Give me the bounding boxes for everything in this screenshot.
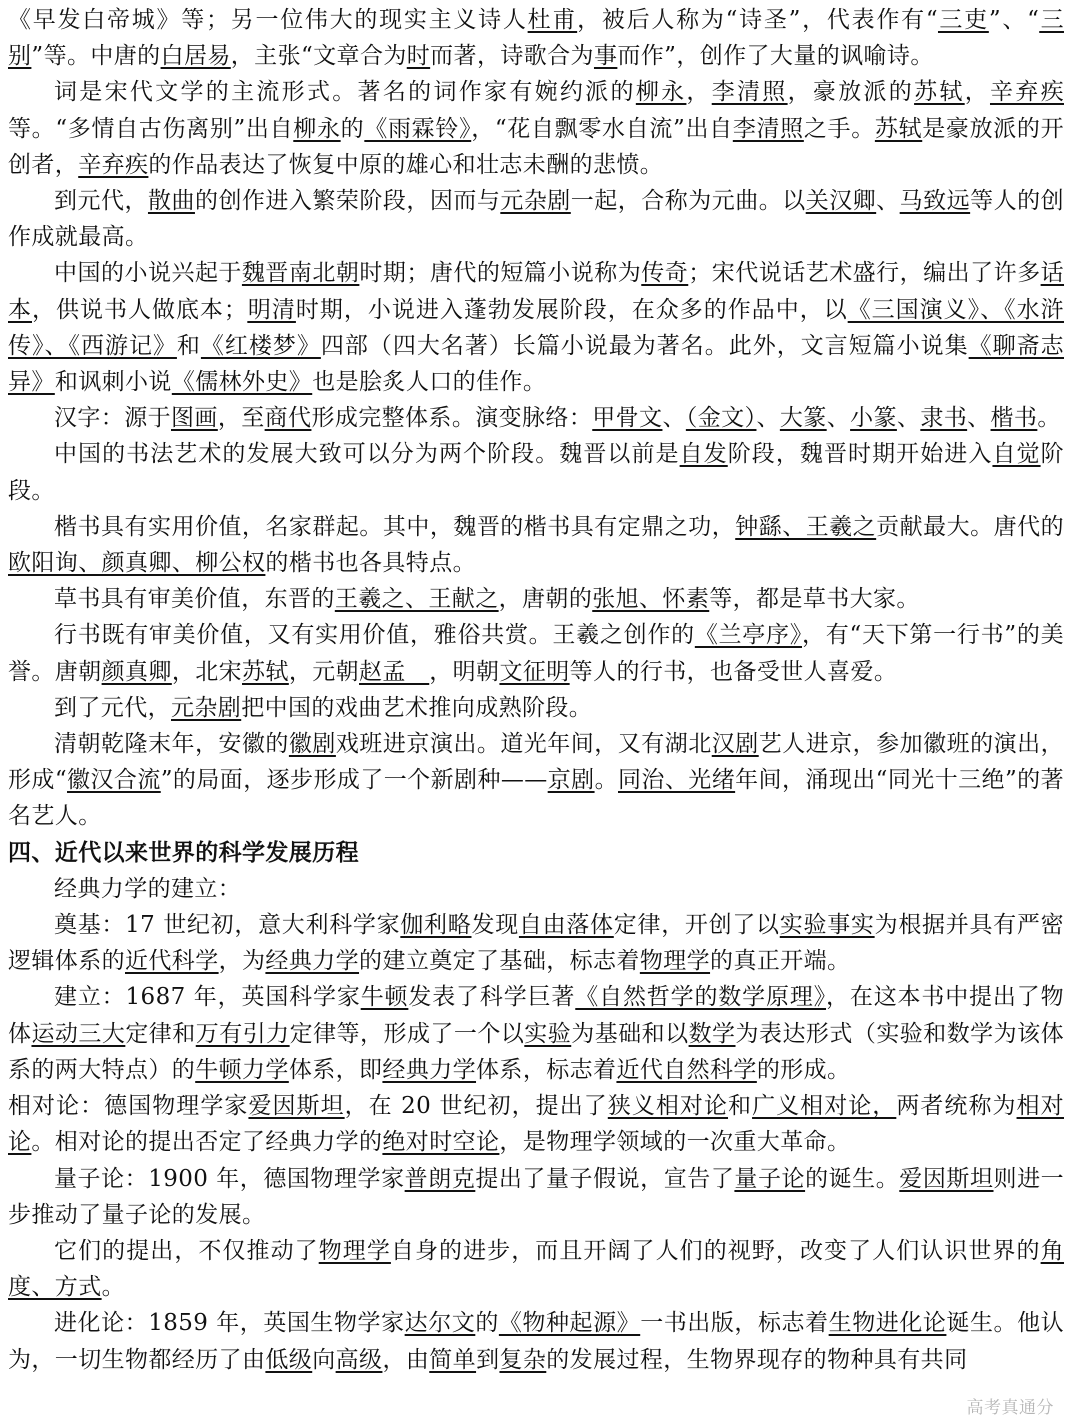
text-run: ，至 [217, 405, 265, 432]
text-run: 自身的进步，而且开阔了人们的视野，改变了人们认识世界的 [390, 1237, 1041, 1264]
text-run: 中国的小说兴起于 [54, 260, 242, 287]
paragraph [8, 726, 1064, 835]
underlined-term: 三吏 [937, 7, 989, 33]
text-run: 向 [312, 1346, 336, 1373]
underlined-term: 自觉 [992, 441, 1041, 468]
underlined-term: 爱因斯坦 [248, 1093, 345, 1120]
underlined-term: 徽剧 [288, 731, 336, 758]
underlined-term: 《红楼梦》 [200, 332, 321, 359]
text-run: 、 [826, 405, 851, 432]
paragraph [8, 436, 1064, 508]
text-run: 、 [662, 405, 686, 432]
underlined-term: 隶书 [920, 405, 968, 432]
underlined-term: 白居易 [160, 43, 231, 70]
paragraph [8, 1161, 1064, 1233]
text-run: 词是宋代文学的主流形式。著名的词作家有婉约派的 [54, 79, 636, 106]
text-run: 四部（四大名著）长篇小说最为著名。此外，文言短篇小说集 [320, 332, 969, 359]
text-run: 定律等，形成了一个以 [289, 1020, 525, 1047]
underlined-term: 低级 [265, 1346, 313, 1373]
text-run: 两者统称为 [896, 1093, 1017, 1120]
paragraph [8, 1233, 1064, 1305]
text-run: ，元朝 [288, 658, 360, 685]
underlined-term: 事 [593, 43, 618, 70]
underlined-term: 达尔文 [404, 1310, 476, 1337]
underlined-term: 自发 [679, 441, 728, 468]
text-run: 进化论：1859 年，英国生物学家 [54, 1310, 405, 1337]
text-run: 体系，标志着 [476, 1056, 617, 1083]
underlined-term: 经典力学 [382, 1056, 477, 1083]
text-run: 的 [340, 115, 365, 142]
underlined-term: 《儒林外史》 [171, 369, 313, 396]
paragraph [8, 74, 1064, 183]
underlined-term: 近代科学 [125, 948, 219, 975]
underlined-term: 《自然哲学的数学原理》 [575, 984, 827, 1011]
text-run: 贡献最大。唐代的 [876, 513, 1065, 540]
underlined-term: 图画 [171, 405, 218, 432]
underlined-term: 辛弃疾 [989, 79, 1064, 106]
text-run: ”、“ [988, 7, 1040, 33]
document-body [8, 2, 1064, 1378]
underlined-term: 颜真卿 [101, 658, 172, 685]
underlined-term: 绝对时空论 [382, 1129, 500, 1156]
text-run: 到了元代， [54, 694, 171, 721]
text-run: ”等。中唐的 [31, 43, 161, 70]
text-run: 。 [101, 1274, 126, 1301]
underlined-term: 徽汉合流 [67, 767, 161, 794]
text-run: 把中国的戏曲艺术推向成熟阶段。 [241, 694, 593, 721]
text-run: 行书既有审美价值，又有实用价值，雅俗共赏。王羲之创作的 [54, 622, 695, 649]
text-run: 四、近代以来世界的科学发展历程 [8, 839, 359, 866]
text-run: 也是脍炙人口的佳作。 [312, 369, 547, 396]
underlined-term: 元杂剧 [171, 694, 242, 721]
text-run: 清朝乾隆末年，安徽的 [54, 731, 289, 758]
text-run: 体系，即 [288, 1056, 383, 1083]
text-run: ，供说书人做底本； [32, 296, 248, 323]
text-run: 的发展过程，生物界现存的物种具有共同 [546, 1346, 968, 1373]
underlined-term: 近代自然科学 [616, 1056, 757, 1083]
text-run: 为表达形式（实验和数学为该体系的两大特点）的 [8, 1020, 1064, 1083]
text-run: 相对论：德国物理学家 [8, 1093, 249, 1120]
underlined-term: 苏轼 [914, 79, 965, 106]
underlined-term: 牛顿力学 [195, 1056, 289, 1083]
underlined-term: 爱因斯坦 [899, 1165, 994, 1192]
underlined-term: 话本 [8, 260, 1065, 323]
underlined-term: 角度、方式 [8, 1237, 1065, 1301]
text-run: 年间，涌现出“同光十三绝”的著名艺人。 [8, 767, 1064, 830]
underlined-term: 同治、光绪 [618, 767, 736, 794]
text-run: ，被后人称为“诗圣”，代表作有“ [577, 7, 938, 33]
underlined-term: 关汉卿 [805, 188, 877, 215]
underlined-term: 传奇 [641, 260, 689, 287]
text-run: 而著，诗歌合为 [430, 43, 594, 70]
text-run: 中国的书法艺术的发展大致可以分为两个阶段。魏晋以前是 [54, 441, 680, 468]
underlined-term: 《物种起源》 [498, 1310, 641, 1337]
underlined-term: 钟繇、王羲之 [735, 513, 877, 540]
text-run: 为基础和以 [571, 1020, 689, 1047]
underlined-term: 柳永 [635, 79, 687, 106]
paragraph [8, 2, 1064, 74]
underlined-term: 小篆 [850, 405, 897, 432]
underlined-term: 甲骨文 [592, 405, 663, 432]
text-run: 汉字：源于 [54, 405, 171, 432]
text-run: 的作品表达了恢复中原的雄心和壮志未酬的悲愤。 [148, 151, 664, 178]
paragraph [8, 1088, 1064, 1160]
underlined-term: 牛顿 [360, 984, 409, 1011]
underlined-term: 生物进化论 [828, 1310, 947, 1337]
text-run: 定律和 [125, 1020, 196, 1047]
text-run: 等人的行书，也备受世人喜爱。 [569, 658, 898, 685]
text-run: 艺人进京，参加徽班的演出，形成“ [8, 731, 1064, 794]
underlined-term: 王羲之、王献之 [334, 586, 499, 613]
paragraph [8, 907, 1064, 979]
text-run: ，有“天下第一行书”的美誉。唐朝 [8, 622, 1064, 685]
underlined-term: 元杂剧 [500, 188, 571, 215]
underlined-term: 楷书 [990, 405, 1038, 432]
underlined-term: 赵孟 [359, 658, 430, 685]
text-run: 草书具有审美价值，东晋的 [54, 586, 335, 613]
underlined-term: 张旭、怀素 [592, 586, 710, 613]
underlined-term: 相对论 [8, 1093, 1064, 1156]
underlined-term: 数学 [688, 1020, 736, 1047]
text-run: 奠基：17 世纪初，意大利科学家 [54, 912, 401, 939]
text-run: 为根据并具有严密逻辑体系的 [8, 912, 1065, 975]
text-run: 的诞生。 [805, 1165, 900, 1192]
section-heading [8, 835, 1064, 871]
text-run: 形成完整体系。演变脉络： [311, 405, 593, 432]
text-run: 一书出版，标志着 [640, 1310, 829, 1337]
underlined-term: 普朗克 [404, 1165, 476, 1192]
underlined-term: 量子论 [734, 1165, 806, 1192]
text-run: 和 [728, 1093, 753, 1120]
underlined-term: 欧阳询、颜真卿、柳公权 [8, 550, 266, 577]
text-run: 诞生。他认为，一切生物都经历了由 [8, 1310, 1065, 1373]
underlined-term: （金文） [685, 405, 757, 432]
underlined-term: 商代 [264, 405, 312, 432]
underlined-term: 大篆 [779, 405, 827, 432]
text-run: 时期；唐代的短篇小说称为 [359, 260, 642, 287]
text-run: 是豪放派的开创者， [8, 115, 1065, 178]
underlined-term: 万有引力 [195, 1020, 290, 1047]
text-run: 戏班进京演出。道光年间，又有湖北 [335, 731, 712, 758]
underlined-term: 伽利略 [400, 912, 472, 939]
paragraph [8, 509, 1064, 581]
text-run: ， [964, 79, 990, 106]
underlined-term: 简单 [429, 1346, 477, 1373]
text-run: ，明朝 [429, 658, 500, 685]
underlined-term: 散曲 [147, 188, 195, 215]
underlined-term: 三别 [8, 7, 1064, 70]
text-run: 等，都是草书大家。 [709, 586, 920, 613]
text-run: ，唐朝的 [498, 586, 593, 613]
paragraph [8, 255, 1064, 400]
text-run: ；宋代说话艺术盛行，编出了许多 [688, 260, 1041, 287]
underlined-term: 文征明 [499, 658, 570, 685]
underlined-term: 杜甫 [527, 7, 578, 33]
underlined-term: 辛弃疾 [78, 151, 149, 178]
text-run: 提出了量子假说，宣告了 [475, 1165, 735, 1192]
text-run: ，为 [218, 948, 266, 975]
watermark: 高考真通分 [966, 1398, 1054, 1418]
text-run: 等人的创作成就最高。 [8, 188, 1065, 251]
text-run: 到 [476, 1346, 500, 1373]
paragraph [8, 617, 1064, 689]
text-run: 阶段。 [8, 441, 1064, 504]
underlined-term: 汉剧 [711, 731, 759, 758]
text-run: ，由 [382, 1346, 430, 1373]
underlined-term: 柳永 [293, 115, 341, 142]
underlined-term: 京剧 [547, 767, 595, 794]
underlined-term: 实验事实 [779, 912, 875, 939]
text-run: 一起，合称为元曲。以 [570, 188, 806, 215]
text-run: ，主张“文章合为 [230, 43, 407, 70]
text-run: 楷书具有实用价值，名家群起。其中，魏晋的楷书具有定鼎之功， [54, 513, 736, 540]
text-run: 它们的提出，不仅推动了 [54, 1237, 319, 1264]
underlined-term: 复杂 [499, 1346, 547, 1373]
text-run: 发表了科学巨著 [408, 984, 576, 1011]
text-run: 的 [475, 1310, 499, 1337]
paragraph [8, 581, 1064, 617]
paragraph [8, 871, 1064, 907]
text-run: 《早发白帝城》等；另一位伟大的现实主义诗人 [8, 7, 528, 33]
text-run: 。相对论的提出否定了经典力学的 [31, 1129, 383, 1156]
text-run: 量子论：1900 年，德国物理学家 [54, 1165, 405, 1192]
text-run: 的形成。 [756, 1056, 851, 1083]
underlined-term: 狭义相对论 [607, 1093, 729, 1120]
underlined-term: 马致远 [899, 188, 971, 215]
underlined-term: 广义相对论， [752, 1093, 897, 1120]
underlined-term: 经典力学 [265, 948, 360, 975]
text-run: 时期，小说进入蓬勃发展阶段，在众多的作品中，以 [295, 296, 848, 323]
underlined-term: 明清 [247, 296, 296, 323]
text-run: ，“花自飘零水自流”出自 [471, 115, 733, 142]
text-run: 、 [876, 188, 900, 215]
underlined-term: 苏轼 [874, 115, 923, 142]
underlined-term: 《兰亭序》 [694, 622, 802, 649]
underlined-term: 时 [406, 43, 431, 70]
underlined-term: 魏晋南北朝 [241, 260, 360, 287]
text-run: 建立：1687 年，英国科学家 [54, 984, 361, 1011]
text-run: ”的局面，逐步形成了一个新剧种—— [160, 767, 548, 794]
text-run: 发现 [471, 912, 519, 939]
underlined-term: 物理学 [318, 1237, 391, 1264]
text-run: 的建立奠定了基础，标志着 [359, 948, 640, 975]
text-run: 之手。 [803, 115, 875, 142]
underlined-term: 李清照 [732, 115, 804, 142]
text-run: 。 [1037, 405, 1061, 432]
paragraph [8, 690, 1064, 726]
paragraph [8, 183, 1064, 255]
text-run: ，北宋 [171, 658, 243, 685]
text-run: ， [686, 79, 712, 106]
underlined-term: 《聊斋志异》 [8, 332, 1064, 396]
text-run: 定律，开创了以 [613, 912, 780, 939]
text-run: 的楷书也各具特点。 [265, 550, 477, 577]
text-run: 。 [594, 767, 618, 794]
underlined-term: 实验 [524, 1020, 572, 1047]
text-run: 和 [176, 332, 201, 359]
text-run: 阶段，魏晋时期开始进入 [727, 441, 993, 468]
text-run: 经典力学的建立： [54, 875, 242, 902]
text-run: 的创作进入繁荣阶段，因而与 [194, 188, 501, 215]
underlined-term: 物理学 [639, 948, 711, 975]
text-run: 、 [896, 405, 921, 432]
text-run: ，在这本书中提出了物体 [8, 984, 1064, 1047]
text-run: 则进一步推动了量子论的发展。 [8, 1165, 1065, 1228]
underlined-term: 《三国演义》、《水浒传》、《西游记》 [8, 296, 1064, 359]
underlined-term: 李清照 [711, 79, 788, 106]
underlined-term: 高级 [335, 1346, 383, 1373]
text-run: 到元代， [54, 188, 148, 215]
text-run: ，在 20 世纪初，提出了 [344, 1093, 608, 1120]
text-run: 而作”，创作了大量的讽喻诗。 [617, 43, 934, 70]
underlined-term: 自由落体 [518, 912, 614, 939]
underlined-term: 运动三大 [31, 1020, 126, 1047]
text-run: 和讽刺小说 [54, 369, 172, 396]
paragraph [8, 979, 1064, 1088]
underlined-term: 苏轼 [242, 658, 289, 685]
paragraph [8, 1305, 1064, 1377]
text-run: 的真正开端。 [710, 948, 851, 975]
text-run: 、 [756, 405, 780, 432]
underlined-term: 《雨霖铃》 [364, 115, 472, 142]
text-run: 、 [967, 405, 991, 432]
paragraph [8, 400, 1064, 436]
text-run: 等。“多情自古伤离别”出自 [8, 115, 294, 142]
text-run: ，是物理学领域的一次重大革命。 [499, 1129, 851, 1156]
text-run: ，豪放派的 [787, 79, 915, 106]
